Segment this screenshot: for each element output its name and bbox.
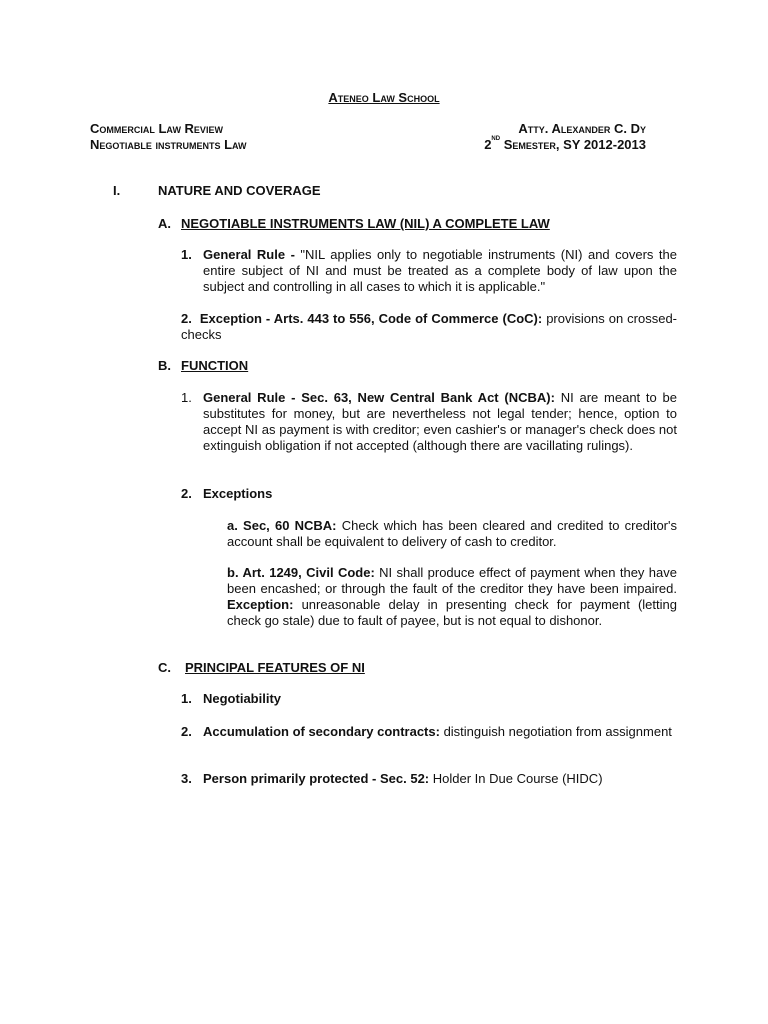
item-text: provisions on crossed-checks [181, 311, 678, 342]
list-item [181, 311, 677, 343]
exception-label: Exception: [227, 597, 294, 612]
item-number: 2. [181, 311, 192, 326]
item-number: 2. [181, 486, 192, 501]
item-number: 2. [181, 724, 192, 739]
sub-item-label: b. Art. 1249, Civil Code: [227, 565, 375, 580]
subsection-title: PRINCIPAL FEATURES OF NI [185, 660, 365, 675]
section-numeral: I. [113, 183, 121, 198]
subsection-letter: C. [158, 660, 171, 675]
item-text: "NIL applies only to negotiable instruments (NI) and covers the entire subject of NI and must be treated as a complete body of law upon the subject and controlling in all cases to which it is applicable." [203, 247, 677, 294]
subsection-letter: B. [158, 358, 171, 373]
item-number: 1. [181, 691, 192, 706]
list-item [203, 771, 677, 787]
item-label: Negotiability [203, 691, 282, 706]
sub-item-label: a. Sec, 60 NCBA: [227, 518, 337, 533]
course-subtitle: Negotiable instruments Law [90, 137, 247, 152]
list-item [203, 724, 677, 740]
item-label: Exception - Arts. 443 to 556, Code of Commerce (CoC): [199, 311, 543, 326]
item-label: Person primarily protected - Sec. 52: [203, 771, 430, 786]
school-title: Ateneo Law School [328, 90, 440, 105]
item-number: 1. [181, 390, 192, 405]
item-number: 1. [181, 247, 192, 262]
semester-text: Semester, SY 2012-2013 [500, 137, 646, 152]
sub-item [227, 518, 677, 550]
sub-item-text: NI shall produce effect of payment when they have been encashed; or through the fault of the creditor they have been impaired. [227, 565, 677, 596]
item-label: Accumulation of secondary contracts: [203, 724, 440, 739]
sub-item [227, 565, 677, 629]
subsection-title: NEGOTIABLE INSTRUMENTS LAW (NIL) A COMPLETE LAW [181, 216, 550, 231]
semester-line [484, 132, 646, 153]
instructor-name: Atty. Alexander C. Dy [518, 121, 646, 136]
item-label: General Rule - [203, 247, 295, 262]
item-label: General Rule - Sec. 63, New Central Bank Act (NCBA): [203, 390, 555, 405]
item-text: distinguish negotiation from assignment [439, 724, 672, 739]
section-title: NATURE AND COVERAGE [158, 183, 321, 198]
semester-ordinal: nd [491, 132, 501, 142]
list-item [203, 390, 677, 454]
item-text: Holder In Due Course (HIDC) [429, 771, 603, 786]
subsection-letter: A. [158, 216, 171, 231]
sub-item-text: Check which has been cleared and credited to creditor's account shall be equivalent to delivery of cash to creditor. [227, 518, 677, 549]
subsection-title: FUNCTION [181, 358, 249, 373]
item-label: Exceptions [203, 486, 273, 501]
course-title: Commercial Law Review [90, 121, 223, 136]
sub-item-text: unreasonable delay in presenting check for payment (letting check go stale) due to fault of payee, but is not equal to dishonor. [227, 597, 677, 628]
semester-number: 2 [484, 137, 492, 152]
list-item [203, 247, 677, 295]
item-number: 3. [181, 771, 192, 786]
item-text: NI are meant to be substitutes for money, but are nevertheless not legal tender; hence, option to accept NI as payment is with creditor; even cashier's or manager's check does not extinguish obligation if not accepted (although there are vacillating rulings). [203, 390, 677, 453]
